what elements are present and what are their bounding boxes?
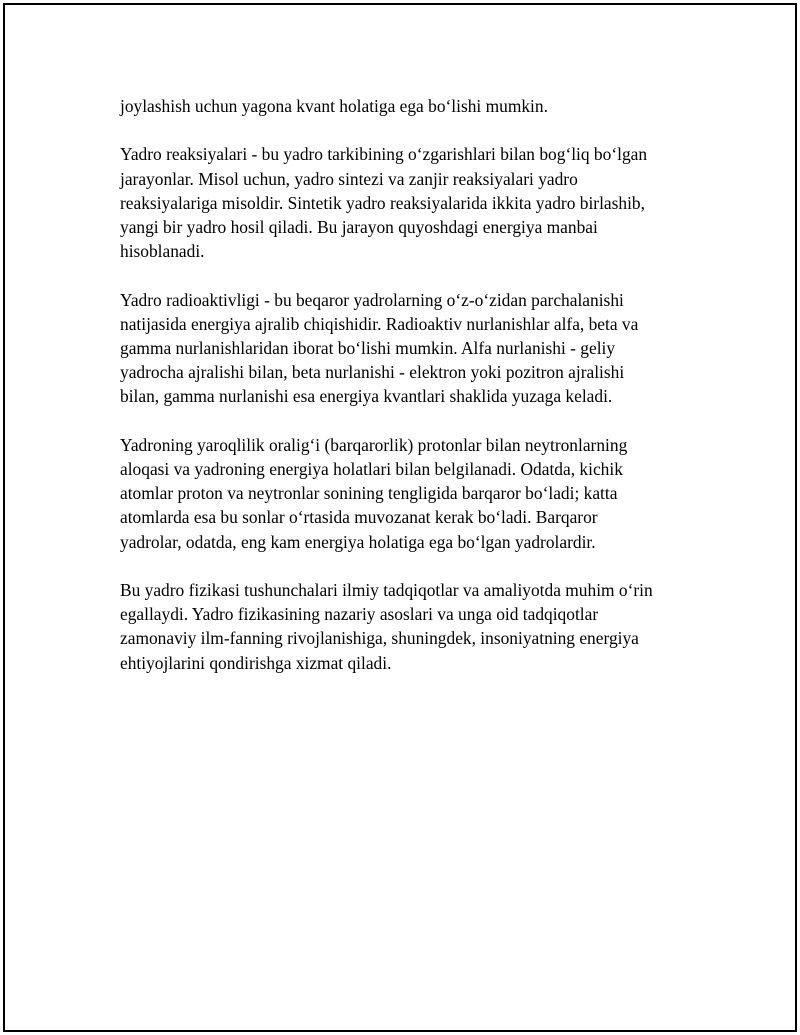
text-line: ehtiyojlarini qondirishga xizmat qiladi.	[120, 652, 392, 673]
paragraph-5	[120, 578, 695, 675]
text-line: Yadroning yaroqlilik oralig‘i (barqarorlik) protonlar bilan neytronlarning	[120, 434, 628, 455]
document-body	[120, 94, 695, 699]
paragraph-1	[120, 94, 695, 118]
paragraph-2	[120, 142, 695, 263]
paragraph-4	[120, 433, 695, 554]
text-line: hisoblanadi.	[120, 241, 205, 262]
text-line: Yadro radioaktivligi - bu beqaror yadrolarning o‘z-o‘zidan parchalanishi	[120, 289, 624, 310]
text-line: atomlarda esa bu sonlar o‘rtasida muvozanat kerak bo‘ladi. Barqaror	[120, 507, 598, 528]
text-line: jarayonlar. Misol uchun, yadro sintezi va zanjir reaksiyalari yadro	[120, 168, 578, 189]
text-line: yangi bir yadro hosil qiladi. Bu jarayon quyoshdagi energiya manbai	[120, 217, 598, 237]
text-line: gamma nurlanishlaridan iborat bo‘lishi mumkin. Alfa nurlanishi - geliy	[120, 338, 616, 358]
text-line: atomlar proton va neytronlar sonining tengligida barqaror bo‘ladi; katta	[120, 483, 618, 504]
text-line: aloqasi va yadroning energiya holatlari bilan belgilanadi. Odatda, kichik	[120, 459, 623, 479]
text-line: egallaydi. Yadro fizikasining nazariy asoslari va unga oid tadqiqotlar	[120, 604, 599, 625]
text-line: Bu yadro fizikasi tushunchalari ilmiy tadqiqotlar va amaliyotda muhim o‘rin	[120, 580, 653, 600]
text-line: reaksiyalariga misoldir. Sintetik yadro reaksiyalarida ikkita yadro birlashib,	[120, 192, 645, 213]
text-line: bilan, gamma nurlanishi esa energiya kvantlari shaklida yuzaga keladi.	[120, 386, 613, 407]
text-line: yadrocha ajralishi bilan, beta nurlanishi - elektron yoki pozitron ajralishi	[120, 362, 625, 383]
paragraph-3	[120, 288, 695, 409]
text-line: joylashish uchun yagona kvant holatiga ega bo‘lishi mumkin.	[120, 96, 548, 116]
text-line: natijasida energiya ajralib chiqishidir. Radioaktiv nurlanishlar alfa, beta va	[120, 313, 639, 334]
document-page	[3, 3, 797, 1032]
text-line: zamonaviy ilm-fanning rivojlanishiga, shuningdek, insoniyatning energiya	[120, 628, 639, 649]
text-line: Yadro reaksiyalari - bu yadro tarkibining o‘zgarishlari bilan bog‘liq bo‘lgan	[120, 144, 648, 165]
text-line: yadrolar, odatda, eng kam energiya holatiga ega bo‘lgan yadrolardir.	[120, 531, 596, 552]
